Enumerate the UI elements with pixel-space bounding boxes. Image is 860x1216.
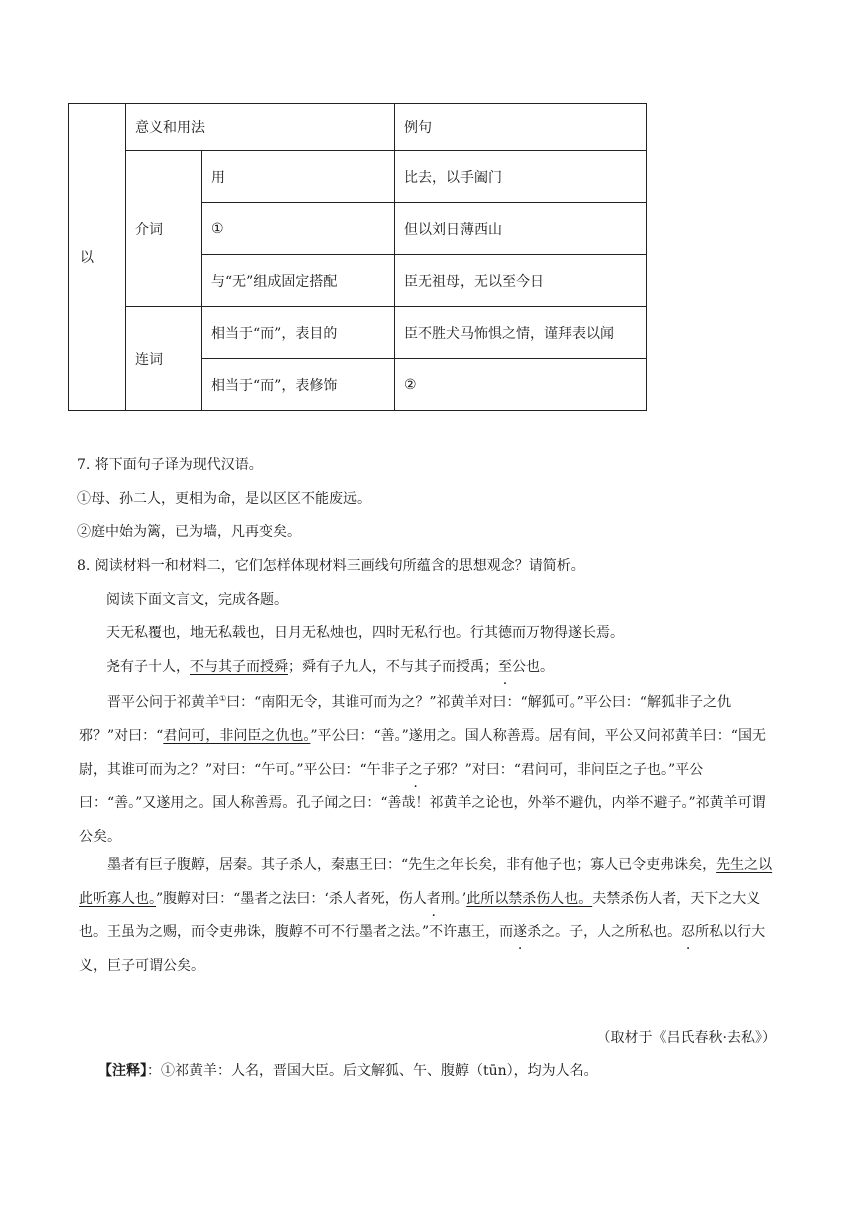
underlined-sentence: 先生之以此听寡人也。 — [79, 857, 773, 907]
table-row — [69, 151, 647, 203]
dotted-char: 至 — [498, 659, 512, 675]
passage-4: 墨者有巨子腹䵍，居秦。其子杀人，秦惠王曰：“先生之年长矣，非有他子也；寡人已令吏弗诛矣，先生之以此听寡人也。”腹䵍对曰：“墨者之法曰：‘杀人者死，伤人者刑。’此所以禁杀伤人也。夫禁杀伤人者，天下之大义也。王虽为之赐，而令吏弗诛，腹䵍不可不行墨者之法。”不许惠王，而遂杀之。子，人之所私也。忍所私以行大义，巨子可谓公矣。 — [79, 857, 773, 974]
q8-intro: 阅读下面文言文，完成各题。 — [106, 592, 288, 608]
dotted-char: 者 — [426, 890, 441, 907]
underlined-sentence: 君问可，非问臣之仇也。 — [163, 728, 311, 745]
source-citation: （取材于《吕氏春秋·去私》） — [596, 1030, 776, 1046]
example-cell: 臣无祖母，无以至今日 — [395, 255, 647, 307]
example-cell: ② — [395, 359, 647, 411]
usage-table — [68, 103, 647, 411]
category-conj: 连词 — [126, 307, 202, 411]
underlined-sentence: 不与其子而授舜 — [190, 659, 288, 675]
header-usage: 意义和用法 — [126, 104, 395, 151]
passage-2: 尧有子十人，不与其子而授舜；舜有子九人，不与其子而授禹；至公也。 — [106, 659, 554, 675]
annotation — [98, 1060, 598, 1080]
usage-cell: ① — [202, 203, 395, 255]
usage-cell: 与“无”组成固定搭配 — [202, 255, 395, 307]
note-text: ：①祁黄羊：人名，晋国大臣。后文解狐、午、腹䵍（tūn），均为人名。 — [147, 1063, 598, 1079]
q7-sentence-1: ①母、孙二人，更相为命，是以区区不能废远。 — [77, 491, 371, 507]
underlined-sentence: 此所以禁杀伤人也。 — [466, 890, 593, 907]
q8-title: 8. 阅读材料一和材料二，它们怎样体现材料三画线句所蕴含的思想观念？请简析。 — [77, 558, 585, 574]
usage-cell: 用 — [202, 151, 395, 203]
usage-cell: 相当于“而”，表目的 — [202, 307, 395, 359]
usage-cell: 相当于“而”，表修饰 — [202, 359, 395, 411]
table-header-row — [69, 104, 647, 151]
passage-1: 天无私覆也，地无私载也，日月无私烛也，四时无私行也。行其德而万物得遂长焉。 — [106, 625, 624, 641]
example-cell: 比去，以手阖门 — [395, 151, 647, 203]
note-label: 【注释】 — [98, 1063, 147, 1079]
q7-title: 7. 将下面句子译为现代汉语。 — [77, 457, 263, 473]
header-example: 例句 — [395, 104, 647, 151]
category-prep: 介词 — [126, 151, 202, 307]
dotted-char: 之 — [408, 761, 423, 778]
passage-3: 晋平公问于祁黄羊①曰：“南阳无令，其谁可而为之？”祁黄羊对曰：“解狐可。”平公曰：“解狐非子之仇邪？”对曰：“君问可，非问臣之仇也。”平公曰：“善。”遂用之。国人称善焉。居有间，平公又问祁黄羊曰：“国无尉，其谁可而为之？”对曰：“午可。”平公曰：“午非子之子邪？”对曰：“君问可，非问臣之子也。”平公曰：“善。”又遂用之。国人称善焉。孔子闻之曰：“善哉！祁黄羊之论也，外举不避仇，内举不避子。”祁黄羊可谓公矣。 — [79, 694, 766, 845]
example-cell: 臣不胜犬马怖惧之情，谨拜表以闻 — [395, 307, 647, 359]
dotted-char: 遂 — [513, 924, 528, 940]
q7-sentence-2: ②庭中始为篱，已为墙，凡再变矣。 — [77, 524, 301, 540]
table-row — [69, 307, 647, 359]
example-cell: 但以刘日薄西山 — [395, 203, 647, 255]
dotted-char: 忍 — [681, 924, 696, 940]
table-word-cell: 以 — [69, 104, 126, 411]
